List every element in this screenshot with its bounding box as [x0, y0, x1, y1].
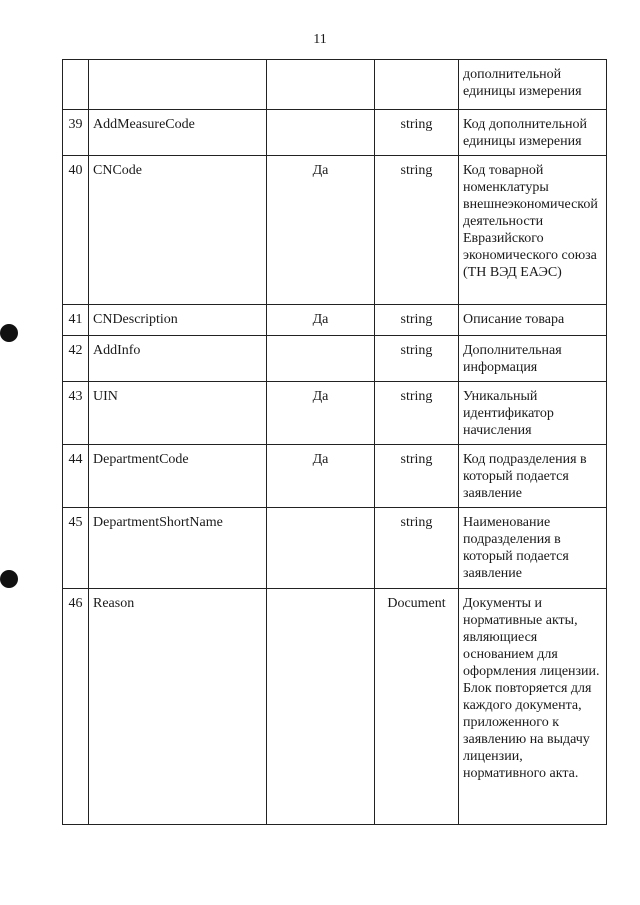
required-flag: Да [267, 445, 375, 508]
element-description: Документы и нормативные акты, являющиеся основанием для оформления лицензии. Блок повторяется для каждого документа, приложенного к заявлению на выдачу лицензии, нормативного акта. [459, 589, 607, 825]
element-name [89, 60, 267, 110]
element-name: DepartmentShortName [89, 508, 267, 589]
page-number: 11 [313, 32, 327, 47]
data-type: string [375, 156, 459, 305]
table-row [63, 336, 607, 382]
element-description: Дополнительная информация [459, 336, 607, 382]
element-name: AddMeasureCode [89, 110, 267, 156]
element-name: CNDescription [89, 305, 267, 336]
element-name: DepartmentCode [89, 445, 267, 508]
data-type: string [375, 445, 459, 508]
required-flag [267, 110, 375, 156]
required-flag: Да [267, 382, 375, 445]
row-number: 44 [63, 445, 89, 508]
row-number: 45 [63, 508, 89, 589]
element-description: Наименование подразделения в который подается заявление [459, 508, 607, 589]
row-number: 43 [63, 382, 89, 445]
element-name: CNCode [89, 156, 267, 305]
data-type: string [375, 305, 459, 336]
required-flag: Да [267, 156, 375, 305]
required-flag [267, 336, 375, 382]
data-type: Document [375, 589, 459, 825]
table-row [63, 508, 607, 589]
element-description: Уникальный идентификатор начисления [459, 382, 607, 445]
row-number: 39 [63, 110, 89, 156]
element-description: Код дополнительной единицы измерения [459, 110, 607, 156]
element-description: Код товарной номенклатуры внешнеэкономической деятельности Евразийского экономического союза (ТН ВЭД ЕАЭС) [459, 156, 607, 305]
table-row [63, 382, 607, 445]
specification-table [62, 59, 607, 825]
data-type: string [375, 110, 459, 156]
row-number: 46 [63, 589, 89, 825]
data-type: string [375, 382, 459, 445]
table-row [63, 60, 607, 110]
row-number: 41 [63, 305, 89, 336]
element-description: Описание товара [459, 305, 607, 336]
required-flag [267, 508, 375, 589]
table-row [63, 305, 607, 336]
data-type [375, 60, 459, 110]
table-row [63, 445, 607, 508]
row-number [63, 60, 89, 110]
element-name: UIN [89, 382, 267, 445]
row-number: 40 [63, 156, 89, 305]
data-type: string [375, 336, 459, 382]
required-flag [267, 60, 375, 110]
table-row [63, 156, 607, 305]
punch-hole-mark [0, 324, 18, 342]
data-type: string [375, 508, 459, 589]
required-flag [267, 589, 375, 825]
element-name: Reason [89, 589, 267, 825]
row-number: 42 [63, 336, 89, 382]
element-description: дополнительной единицы измерения [459, 60, 607, 110]
punch-hole-mark [0, 570, 18, 588]
element-description: Код подразделения в который подается заявление [459, 445, 607, 508]
table-row [63, 589, 607, 825]
table-row [63, 110, 607, 156]
element-name: AddInfo [89, 336, 267, 382]
required-flag: Да [267, 305, 375, 336]
